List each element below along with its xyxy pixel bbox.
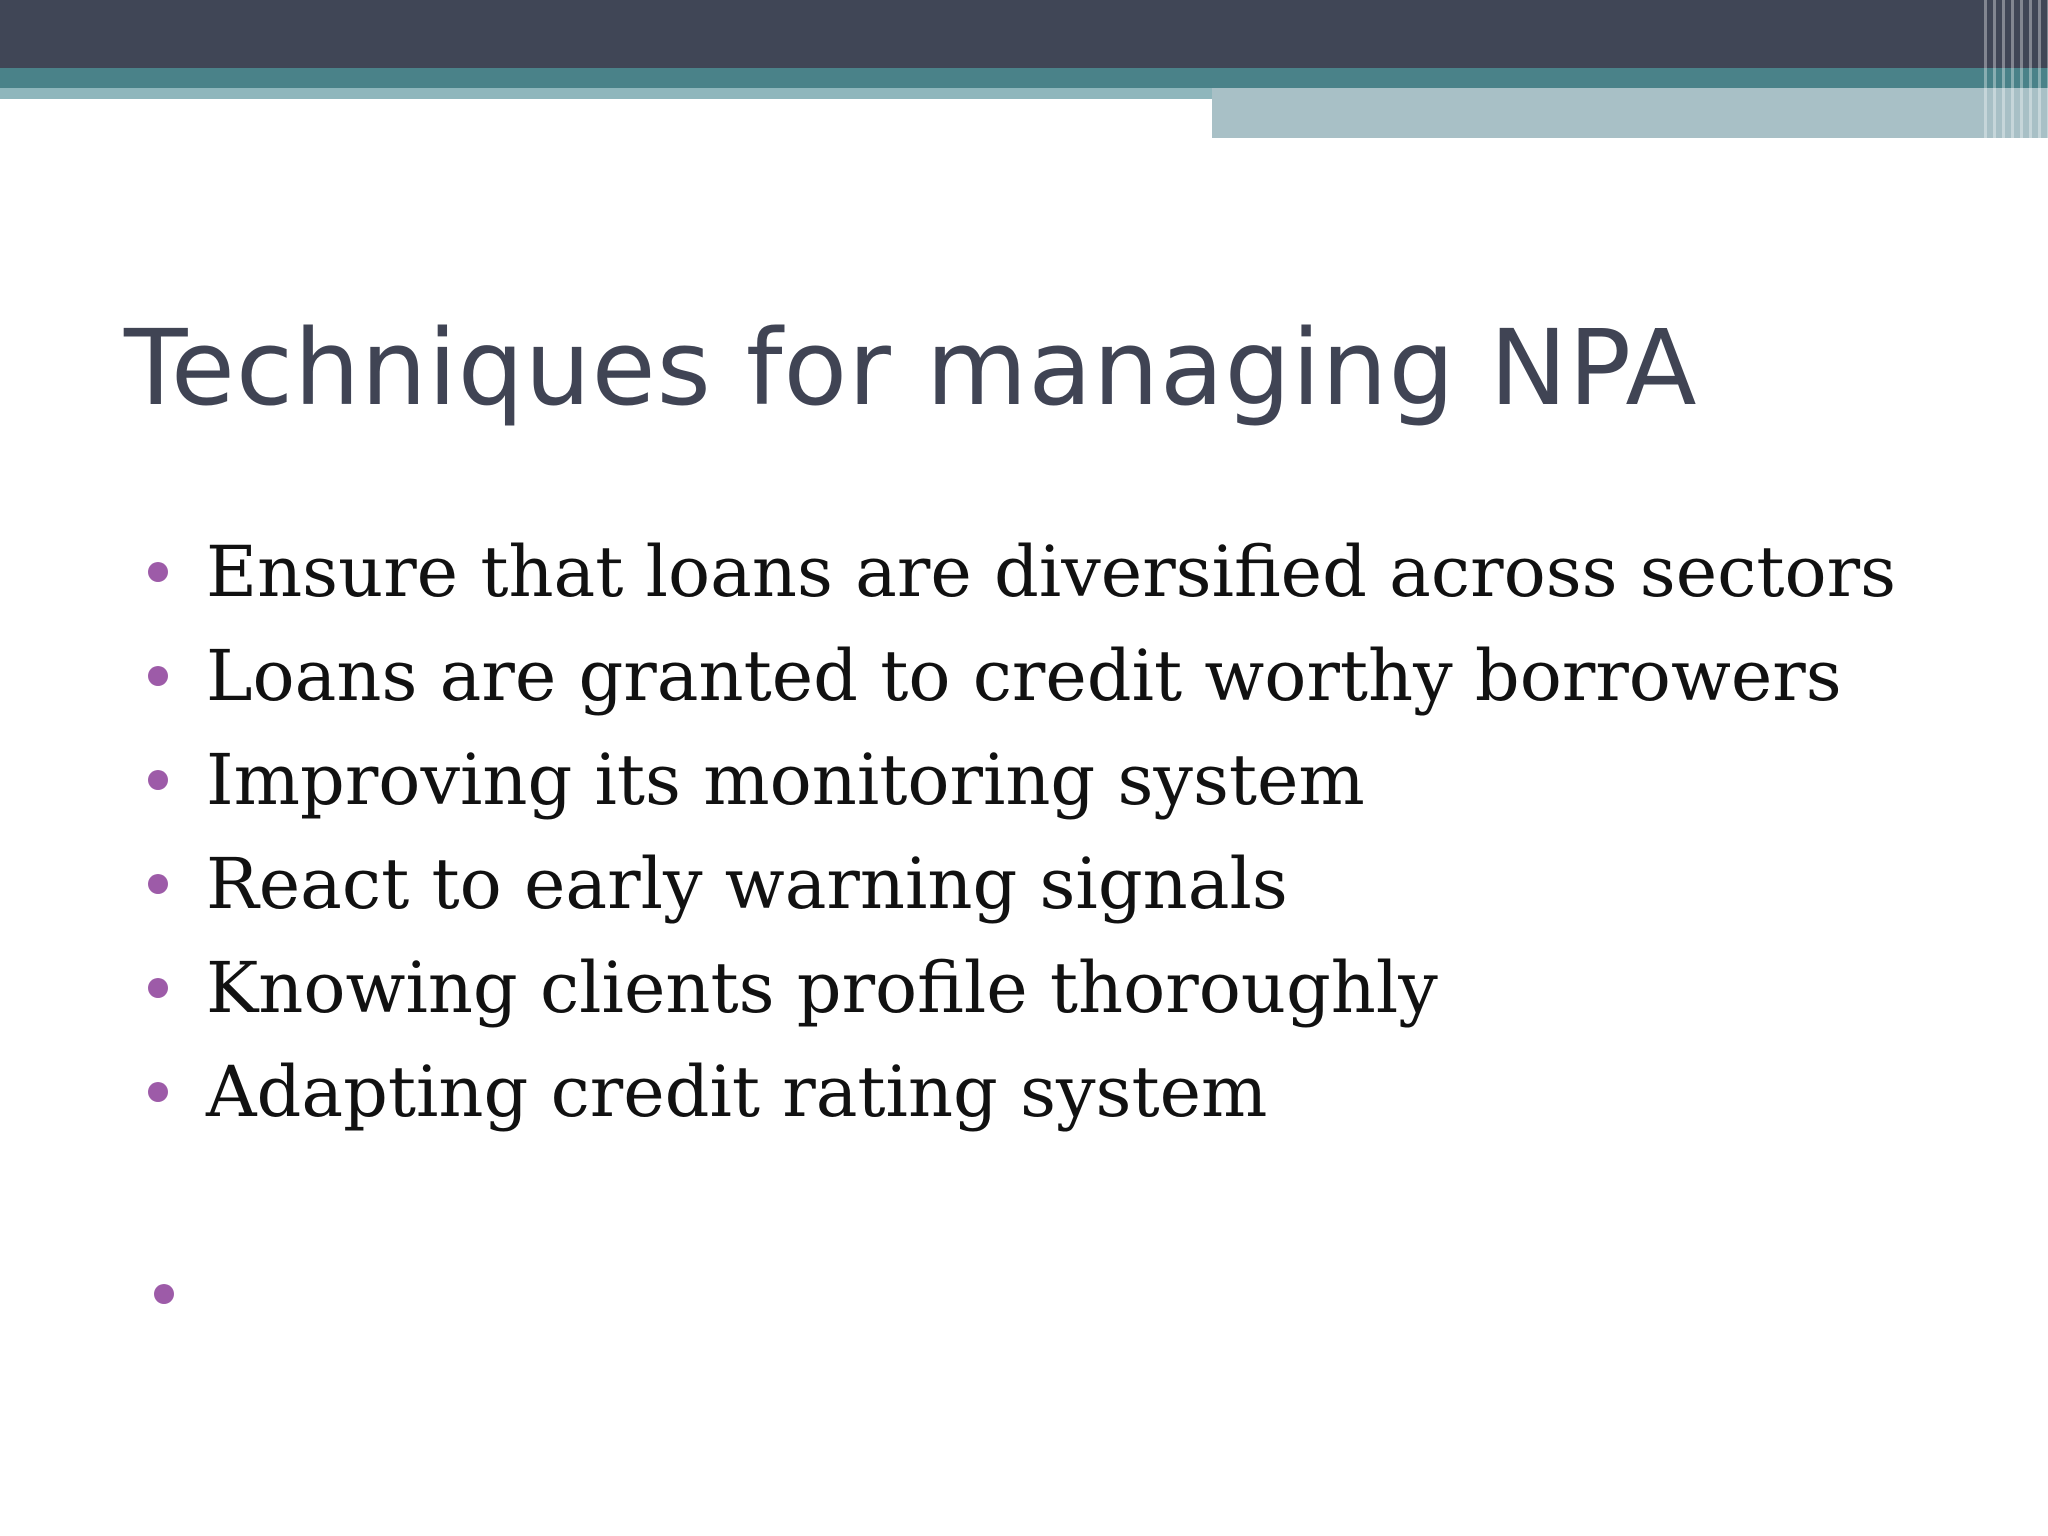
bullet-text: Improving its monitoring system	[206, 739, 1365, 821]
top-banner-light-left	[0, 88, 1212, 99]
bullet-item	[148, 936, 1896, 1040]
slide-title: Techniques for managing NPA	[124, 307, 1698, 429]
top-banner-teal	[0, 68, 2048, 88]
bullet-icon	[148, 978, 168, 998]
bullet-item	[148, 832, 1896, 936]
bullet-item	[148, 1040, 1896, 1144]
bullet-item	[148, 520, 1896, 624]
bullet-icon	[148, 770, 168, 790]
bullet-icon	[148, 874, 168, 894]
bullet-text: Ensure that loans are diversified across sectors	[206, 531, 1897, 613]
bullet-text: Loans are granted to credit worthy borrowers	[206, 635, 1842, 717]
bullet-text: Adapting credit rating system	[206, 1051, 1268, 1133]
bullet-text: Knowing clients profile thoroughly	[206, 947, 1438, 1029]
bullet-icon	[148, 666, 168, 686]
bullet-item	[148, 624, 1896, 728]
empty-bullet-icon	[154, 1284, 174, 1304]
bullet-text: React to early warning signals	[206, 843, 1288, 925]
bullet-list	[148, 520, 1896, 1144]
top-banner-dark	[0, 0, 2048, 68]
bullet-icon	[148, 562, 168, 582]
bullet-icon	[148, 1082, 168, 1102]
top-banner-light-right	[1212, 88, 2048, 138]
banner-edge-stripes	[1978, 0, 2048, 138]
bullet-item	[148, 728, 1896, 832]
